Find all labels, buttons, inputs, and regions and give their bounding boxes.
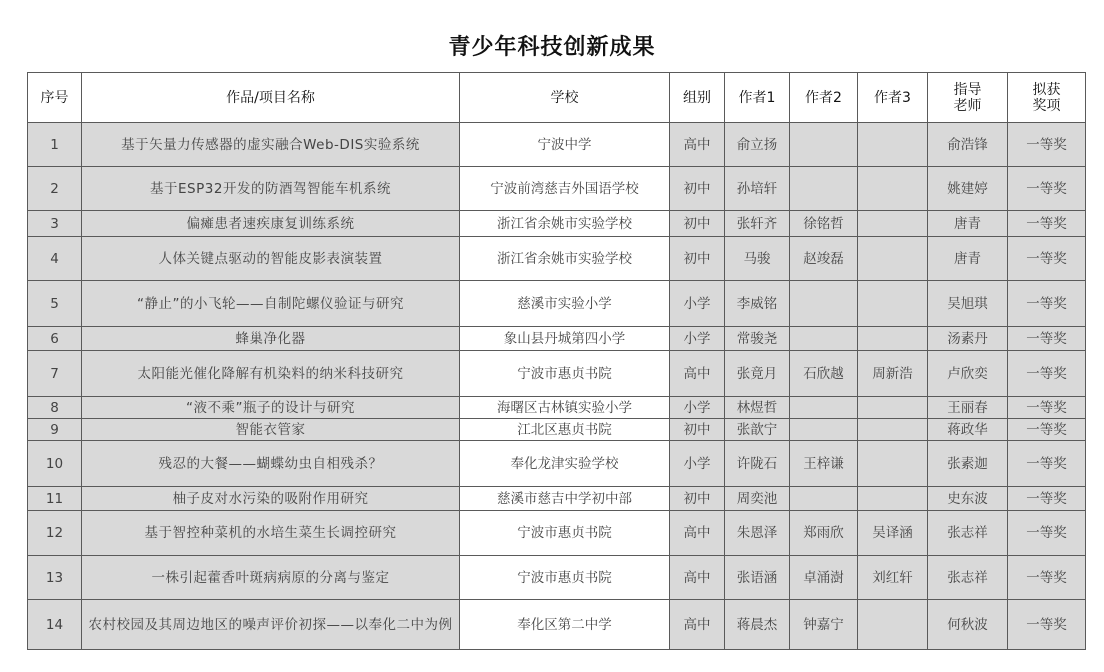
cell-group: 初中 <box>670 237 725 281</box>
cell-teacher: 史东波 <box>928 487 1008 511</box>
cell-author2: 郑雨欣 <box>790 511 858 556</box>
cell-author1: 俞立扬 <box>725 123 790 167</box>
cell-project: 基于矢量力传感器的虚实融合Web-DIS实验系统 <box>82 123 460 167</box>
cell-school: 宁波中学 <box>460 123 670 167</box>
cell-author2 <box>790 397 858 419</box>
cell-author2 <box>790 167 858 211</box>
cell-teacher: 吴旭琪 <box>928 281 1008 327</box>
page-title: 青少年科技创新成果 <box>448 35 656 60</box>
cell-group: 高中 <box>670 123 725 167</box>
header-teacher-line1: 指导 <box>953 81 982 98</box>
cell-teacher: 汤素丹 <box>928 327 1008 351</box>
cell-school: 宁波市惠贞书院 <box>460 351 670 397</box>
cell-author3 <box>858 397 928 419</box>
cell-group: 小学 <box>670 327 725 351</box>
header-author1: 作者1 <box>725 73 790 123</box>
table-row <box>28 600 1086 650</box>
cell-author3 <box>858 123 928 167</box>
table-row <box>28 211 1086 237</box>
cell-index: 4 <box>28 237 82 281</box>
cell-index: 14 <box>28 600 82 650</box>
cell-school: 浙江省余姚市实验学校 <box>460 211 670 237</box>
cell-teacher: 唐青 <box>928 237 1008 281</box>
cell-award: 一等奖 <box>1008 281 1086 327</box>
cell-project: 残忍的大餐——蝴蝶幼虫自相残杀？ <box>82 441 460 487</box>
cell-author3: 周新浩 <box>858 351 928 397</box>
cell-author1: 张歆宁 <box>725 419 790 441</box>
cell-project: “静止”的小飞轮——自制陀螺仪验证与研究 <box>82 281 460 327</box>
awards-table <box>27 72 1086 650</box>
cell-project: 智能衣管家 <box>82 419 460 441</box>
cell-group: 初中 <box>670 487 725 511</box>
cell-index: 3 <box>28 211 82 237</box>
cell-school: 海曙区古林镇实验小学 <box>460 397 670 419</box>
cell-group: 高中 <box>670 511 725 556</box>
cell-project: 偏瘫患者速疾康复训练系统 <box>82 211 460 237</box>
table-row <box>28 327 1086 351</box>
table-row <box>28 556 1086 600</box>
cell-award: 一等奖 <box>1008 487 1086 511</box>
header-school: 学校 <box>460 73 670 123</box>
cell-author3: 吴译涵 <box>858 511 928 556</box>
cell-school: 奉化区第二中学 <box>460 600 670 650</box>
table-row <box>28 511 1086 556</box>
table-row <box>28 397 1086 419</box>
cell-award: 一等奖 <box>1008 511 1086 556</box>
table-row <box>28 419 1086 441</box>
cell-author3 <box>858 167 928 211</box>
cell-author1: 林煜哲 <box>725 397 790 419</box>
cell-author1: 孙培轩 <box>725 167 790 211</box>
table-row <box>28 281 1086 327</box>
cell-index: 12 <box>28 511 82 556</box>
table-row <box>28 487 1086 511</box>
header-award <box>1008 73 1086 123</box>
header-group: 组别 <box>670 73 725 123</box>
cell-author2 <box>790 281 858 327</box>
cell-project: 基于ESP32开发的防酒驾智能车机系统 <box>82 167 460 211</box>
cell-index: 9 <box>28 419 82 441</box>
cell-author3 <box>858 441 928 487</box>
cell-teacher: 张志祥 <box>928 511 1008 556</box>
cell-award: 一等奖 <box>1008 397 1086 419</box>
cell-author1: 张轩齐 <box>725 211 790 237</box>
cell-author3 <box>858 487 928 511</box>
cell-school: 江北区惠贞书院 <box>460 419 670 441</box>
cell-author2 <box>790 487 858 511</box>
cell-author1: 朱恩泽 <box>725 511 790 556</box>
cell-school: 慈溪市慈吉中学初中部 <box>460 487 670 511</box>
cell-author1: 周奕池 <box>725 487 790 511</box>
cell-school: 奉化龙津实验学校 <box>460 441 670 487</box>
cell-author2: 赵竣磊 <box>790 237 858 281</box>
cell-index: 10 <box>28 441 82 487</box>
header-row <box>28 73 1086 123</box>
cell-award: 一等奖 <box>1008 600 1086 650</box>
cell-author2 <box>790 419 858 441</box>
cell-author1: 马骏 <box>725 237 790 281</box>
cell-index: 8 <box>28 397 82 419</box>
header-author3: 作者3 <box>858 73 928 123</box>
cell-award: 一等奖 <box>1008 351 1086 397</box>
cell-teacher: 俞浩锋 <box>928 123 1008 167</box>
cell-school: 浙江省余姚市实验学校 <box>460 237 670 281</box>
cell-school: 象山县丹城第四小学 <box>460 327 670 351</box>
cell-author2 <box>790 123 858 167</box>
cell-award: 一等奖 <box>1008 441 1086 487</box>
cell-teacher: 张素迦 <box>928 441 1008 487</box>
header-award-line2: 奖项 <box>1032 97 1061 114</box>
cell-teacher: 卢欣奕 <box>928 351 1008 397</box>
cell-author1: 张语涵 <box>725 556 790 600</box>
cell-project: 一株引起藿香叶斑病病原的分离与鉴定 <box>82 556 460 600</box>
cell-author3: 刘红轩 <box>858 556 928 600</box>
table-row <box>28 351 1086 397</box>
cell-school: 宁波市惠贞书院 <box>460 511 670 556</box>
cell-index: 2 <box>28 167 82 211</box>
cell-author1: 常骏尧 <box>725 327 790 351</box>
table-row <box>28 123 1086 167</box>
cell-project: 人体关键点驱动的智能皮影表演装置 <box>82 237 460 281</box>
cell-author2: 钟嘉宁 <box>790 600 858 650</box>
cell-award: 一等奖 <box>1008 327 1086 351</box>
cell-author1: 李威铭 <box>725 281 790 327</box>
header-project: 作品/项目名称 <box>82 73 460 123</box>
cell-author3 <box>858 281 928 327</box>
cell-school: 慈溪市实验小学 <box>460 281 670 327</box>
cell-project: 太阳能光催化降解有机染料的纳米科技研究 <box>82 351 460 397</box>
cell-author3 <box>858 600 928 650</box>
cell-author3 <box>858 327 928 351</box>
cell-school: 宁波市惠贞书院 <box>460 556 670 600</box>
cell-school: 宁波前湾慈吉外国语学校 <box>460 167 670 211</box>
header-index: 序号 <box>28 73 82 123</box>
header-award-line1: 拟获 <box>1032 81 1061 98</box>
cell-award: 一等奖 <box>1008 419 1086 441</box>
cell-group: 初中 <box>670 167 725 211</box>
cell-project: “液不乘”瓶子的设计与研究 <box>82 397 460 419</box>
cell-author2: 徐铭哲 <box>790 211 858 237</box>
cell-index: 5 <box>28 281 82 327</box>
table-row <box>28 237 1086 281</box>
cell-author2 <box>790 327 858 351</box>
cell-author3 <box>858 211 928 237</box>
table-row <box>28 167 1086 211</box>
cell-author3 <box>858 237 928 281</box>
cell-group: 高中 <box>670 351 725 397</box>
cell-author1: 蒋晨杰 <box>725 600 790 650</box>
cell-index: 7 <box>28 351 82 397</box>
cell-group: 小学 <box>670 281 725 327</box>
header-teacher <box>928 73 1008 123</box>
cell-project: 农村校园及其周边地区的噪声评价初探——以奉化二中为例 <box>82 600 460 650</box>
cell-author2: 石欣越 <box>790 351 858 397</box>
cell-author2: 王梓谦 <box>790 441 858 487</box>
cell-index: 13 <box>28 556 82 600</box>
cell-index: 11 <box>28 487 82 511</box>
cell-project: 柚子皮对水污染的吸附作用研究 <box>82 487 460 511</box>
cell-index: 1 <box>28 123 82 167</box>
cell-award: 一等奖 <box>1008 167 1086 211</box>
cell-award: 一等奖 <box>1008 237 1086 281</box>
cell-author2: 卓涌澍 <box>790 556 858 600</box>
cell-project: 蜂巢净化器 <box>82 327 460 351</box>
cell-author3 <box>858 419 928 441</box>
cell-author1: 许陇石 <box>725 441 790 487</box>
cell-award: 一等奖 <box>1008 211 1086 237</box>
cell-group: 初中 <box>670 211 725 237</box>
cell-teacher: 王丽春 <box>928 397 1008 419</box>
header-author2: 作者2 <box>790 73 858 123</box>
cell-group: 小学 <box>670 441 725 487</box>
cell-index: 6 <box>28 327 82 351</box>
cell-group: 高中 <box>670 600 725 650</box>
cell-teacher: 张志祥 <box>928 556 1008 600</box>
cell-teacher: 姚建婷 <box>928 167 1008 211</box>
cell-award: 一等奖 <box>1008 556 1086 600</box>
cell-teacher: 蒋政华 <box>928 419 1008 441</box>
cell-teacher: 何秋波 <box>928 600 1008 650</box>
header-teacher-line2: 老师 <box>953 97 982 114</box>
cell-group: 小学 <box>670 397 725 419</box>
cell-author1: 张竟月 <box>725 351 790 397</box>
cell-award: 一等奖 <box>1008 123 1086 167</box>
cell-project: 基于智控种菜机的水培生菜生长调控研究 <box>82 511 460 556</box>
cell-teacher: 唐青 <box>928 211 1008 237</box>
cell-group: 高中 <box>670 556 725 600</box>
cell-group: 初中 <box>670 419 725 441</box>
table-row <box>28 441 1086 487</box>
